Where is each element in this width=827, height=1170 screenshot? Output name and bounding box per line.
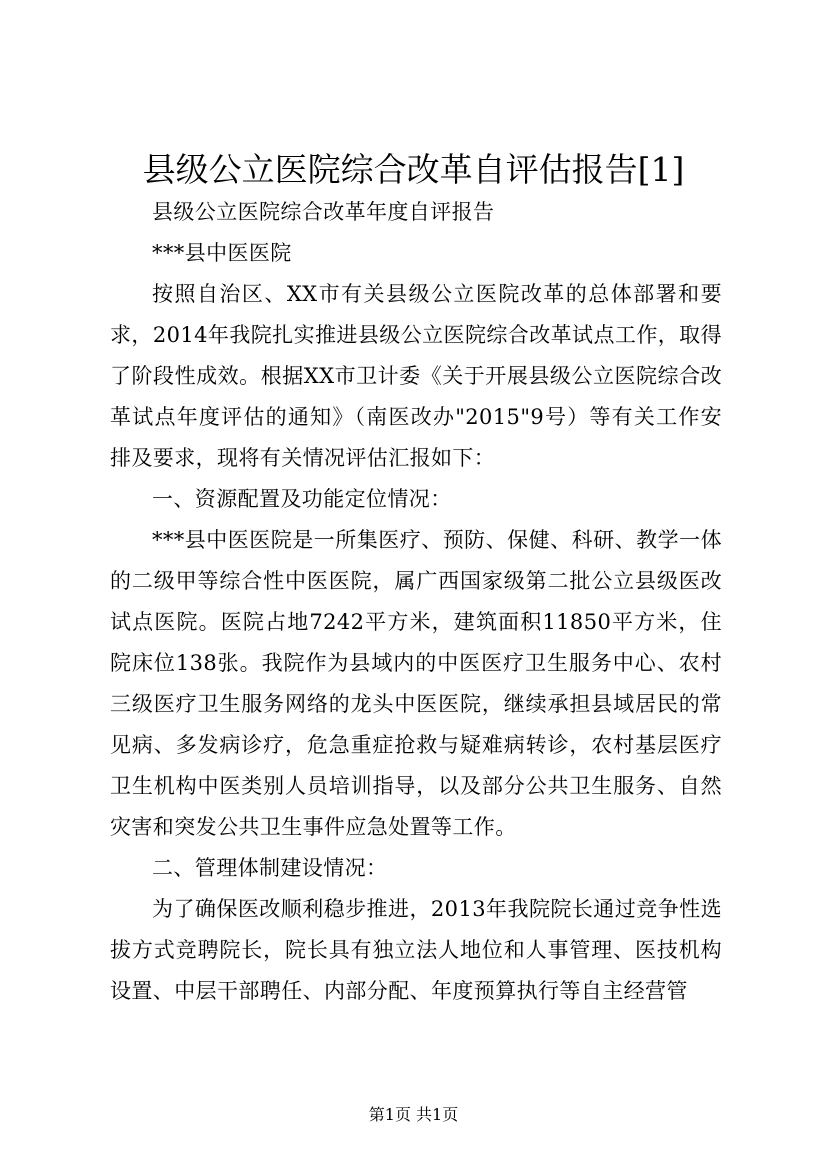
paragraph-subtitle: 县级公立医院综合改革年度自评报告 (152, 200, 495, 224)
document-title: 县级公立医院综合改革自评估报告[1] (142, 150, 685, 189)
paragraph-intro: 按照自治区、XX市有关县级公立医院改革的总体部署和要求，2014年我院扎实推进县级公立医院综合改革试点工作，取得了阶段性成效。根据XX市卫计委《关于开展县级公立医院综合改革试点年度评估的通知》（南医改办"2015"9号）等有关工作安排及要求，现将有关情况评估汇报如下： (110, 282, 722, 470)
paragraph-section-1: ***县中医医院是一所集医疗、预防、保健、科研、教学一体的二级甲等综合性中医医院，属广西国家级第二批公立县级医改试点医院。医院占地7242平方米，建筑面积11850平方米，住院床位138张。我院作为县域内的中医医疗卫生服务中心、农村三级医疗卫生服务网络的龙头中医医院，继续承担县域居民的常见病、多发病诊疗，危急重症抢救与疑难病转诊，农村基层医疗卫生机构中医类别人员培训指导，以及部分公共卫生服务、自然灾害和突发公共卫生事件应急处置等工作。 (110, 528, 722, 839)
section-heading-2: 二、管理体制建设情况： (152, 856, 388, 880)
page-number-footer: 第1页 共1页 (368, 1105, 459, 1124)
paragraph-hospital-name: ***县中医医院 (152, 241, 292, 265)
paragraph-section-2: 为了确保医改顺利稳步推进，2013年我院院长通过竞争性选拔方式竞聘院长，院长具有独立法人地位和人事管理、医技机构设置、中层干部聘任、内部分配、年度预算执行等自主经营管 (110, 897, 722, 1003)
section-heading-1: 一、资源配置及功能定位情况： (152, 487, 452, 511)
document-body (110, 192, 722, 1012)
